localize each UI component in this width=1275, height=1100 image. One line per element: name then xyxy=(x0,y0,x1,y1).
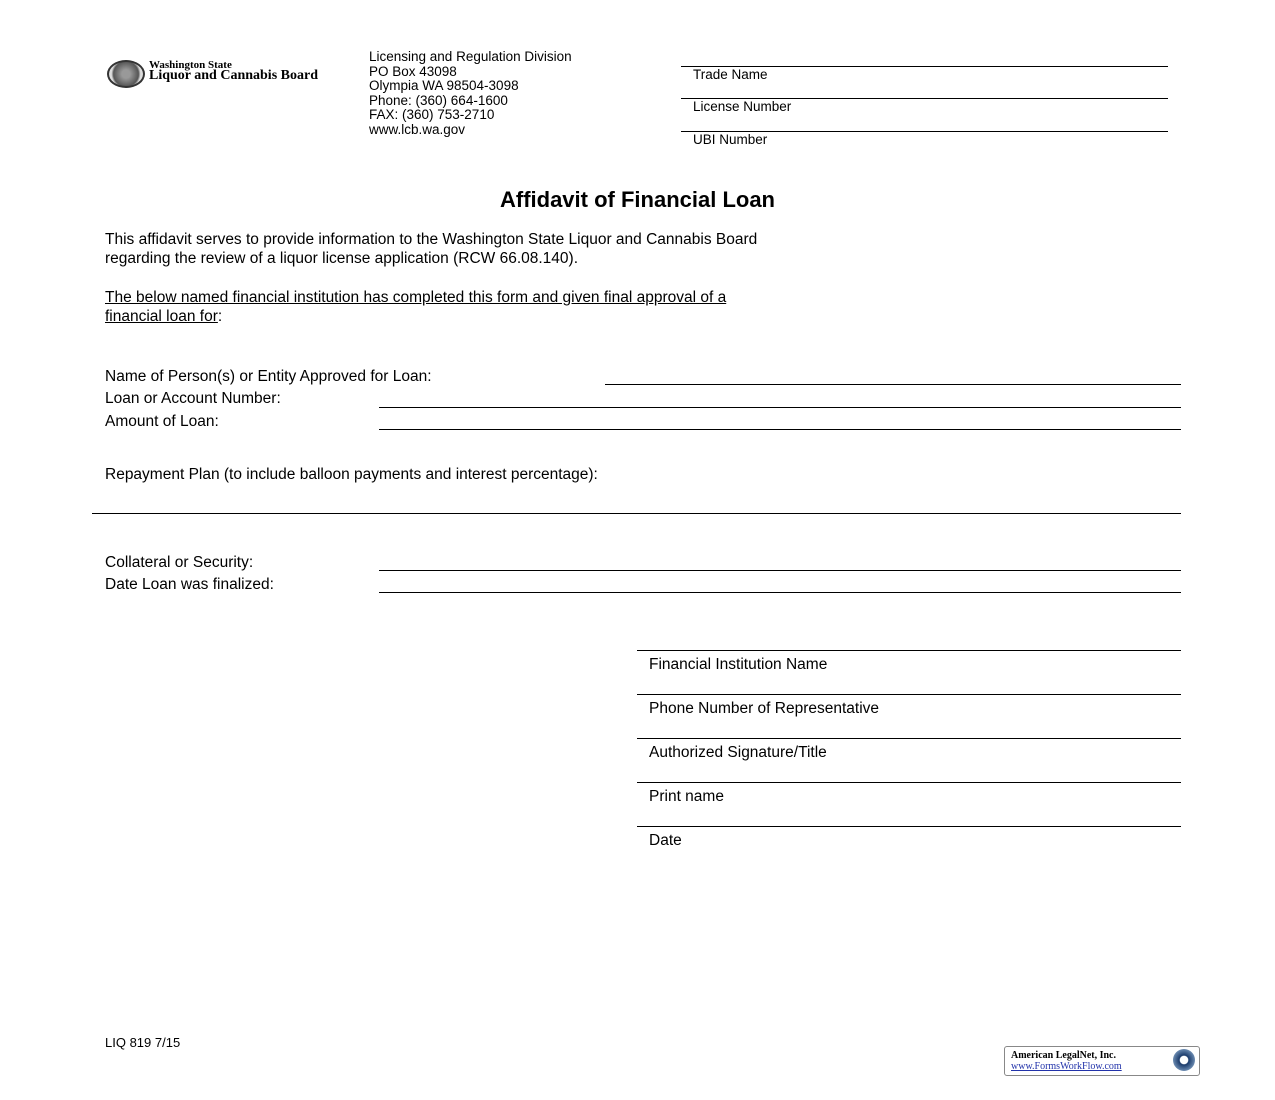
address-line: PO Box 43098 xyxy=(369,63,457,79)
phone-line[interactable] xyxy=(637,694,1181,695)
date-finalized-label: Date Loan was finalized: xyxy=(105,576,274,593)
date-label: Date xyxy=(649,832,682,849)
statement-line: The below named financial institution has completed this form and given final approval of a xyxy=(105,289,727,306)
trade-name-label: Trade Name xyxy=(693,67,768,82)
signature-line[interactable] xyxy=(637,738,1181,739)
loan-amount-field[interactable] xyxy=(379,429,1181,430)
loan-amount-label: Amount of Loan: xyxy=(105,413,219,430)
address-line: Olympia WA 98504-3098 xyxy=(369,78,519,93)
loan-name-field[interactable] xyxy=(605,384,1181,385)
print-name-label: Print name xyxy=(649,788,724,805)
repayment-plan-field[interactable] xyxy=(92,513,1181,514)
statement-line: financial loan for xyxy=(105,308,218,325)
address-line: FAX: (360) 753-2710 xyxy=(369,107,495,122)
logo-line1: Washington State xyxy=(149,59,232,71)
account-number-field[interactable] xyxy=(379,407,1181,408)
address-line: Phone: (360) 664-1600 xyxy=(369,92,508,108)
signature-label: Authorized Signature/Title xyxy=(649,744,827,761)
address-line: Licensing and Regulation Division xyxy=(369,49,572,64)
collateral-label: Collateral or Security: xyxy=(105,554,254,571)
intro-line: This affidavit serves to provide information to the Washington State Liquor and Cannabis Board xyxy=(105,231,758,248)
account-number-label: Loan or Account Number: xyxy=(105,390,281,407)
date-finalized-field[interactable] xyxy=(379,592,1181,593)
repayment-plan-label: Repayment Plan (to include balloon payments and interest percentage): xyxy=(105,466,598,483)
institution-name-line[interactable] xyxy=(637,650,1181,651)
loan-name-label: Name of Person(s) or Entity Approved for Loan: xyxy=(105,368,432,385)
page-title: Affidavit of Financial Loan xyxy=(499,187,775,212)
institution-name-label: Financial Institution Name xyxy=(649,656,828,673)
print-name-line[interactable] xyxy=(637,782,1181,783)
statement-colon: : xyxy=(217,308,223,325)
address-line[interactable]: www.lcb.wa.gov xyxy=(369,121,466,137)
date-line[interactable] xyxy=(637,826,1181,827)
intro-text xyxy=(105,230,757,268)
form-id: LIQ 819 7/15 xyxy=(105,1035,181,1050)
state-seal-icon xyxy=(107,60,145,88)
intro-line: regarding the review of a liquor license application (RCW 66.08.140). xyxy=(105,250,578,267)
logo-line2: Liquor and Cannabis Board xyxy=(149,68,318,83)
ubi-number-label: UBI Number xyxy=(693,132,768,147)
phone-label: Phone Number of Representative xyxy=(649,700,880,717)
legalnet-badge[interactable] xyxy=(1004,1046,1200,1076)
collateral-field[interactable] xyxy=(379,570,1181,571)
badge-name: American LegalNet, Inc. xyxy=(1011,1050,1116,1061)
agency-address xyxy=(369,50,572,137)
globe-icon xyxy=(1173,1049,1195,1071)
badge-url[interactable]: www.FormsWorkFlow.com xyxy=(1011,1061,1122,1072)
statement-text xyxy=(105,288,726,326)
license-number-label: License Number xyxy=(693,99,792,114)
